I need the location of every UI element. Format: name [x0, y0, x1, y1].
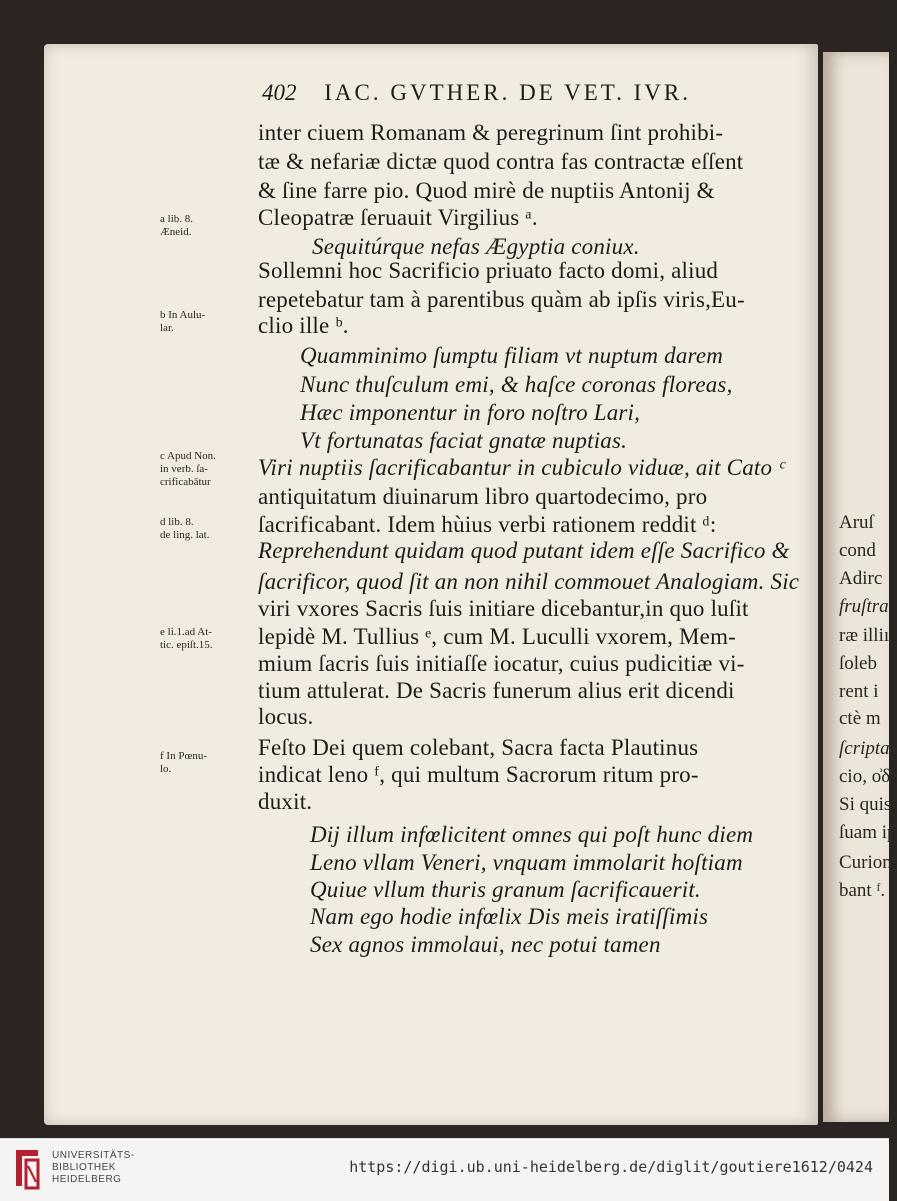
text-line: Nam ego hodie infœlix Dis meis iratiſſimis: [310, 904, 709, 929]
text-line: Leno vllam Veneri, vnquam immolarit hoſtiam: [310, 850, 743, 875]
facing-page-line: Si quis: [839, 794, 892, 815]
page-number: 402: [262, 80, 297, 105]
library-name-line2: BIBLIOTHEK: [52, 1162, 116, 1173]
running-title: IAC. GVTHER. DE VET. IVR.: [324, 80, 691, 105]
margin-note: e li.1.ad At- tic. epiſt.15.: [160, 626, 213, 651]
margin-note: b In Aulu- lar.: [160, 309, 206, 334]
text-line: Sex agnos immolaui, nec potui tamen: [310, 932, 661, 957]
text-line: Cleopatræ ſeruauit Virgilius ᵃ.: [258, 205, 538, 230]
text-line: repetebatur tam à parentibus quàm ab ipſis viris,Eu-: [258, 287, 745, 312]
facing-page-line: Adirc: [839, 568, 883, 589]
text-line: lepidè M. Tullius ᵉ, cum M. Luculli vxorem, Mem-: [258, 624, 737, 649]
text-line: Viri nuptiis ſacrificabantur in cubiculo viduæ, ait Cato ᶜ: [258, 455, 785, 480]
text-line: Quamminimo ſumptu filiam vt nuptum darem: [300, 343, 724, 368]
text-line: indicat leno ᶠ, qui multum Sacrorum ritum pro-: [258, 762, 699, 787]
library-logo-icon[interactable]: [10, 1146, 44, 1192]
library-name-line3: HEIDELBERG: [52, 1174, 122, 1185]
margin-note: f In Pœnu- lo.: [160, 750, 208, 775]
text-line: Sequitúrque nefas Ægyptia coniux.: [312, 234, 640, 259]
margin-note: c Apud Non. in verb. ſa- crificabātur: [160, 450, 216, 488]
facing-page-line: fruſtra: [839, 596, 889, 617]
text-line: Vt fortunatas faciat gnatæ nuptias.: [300, 428, 628, 453]
text-line: Reprehendunt quidam quod putant idem eſſe Sacrifico &: [258, 538, 790, 563]
text-line: locus.: [258, 704, 314, 729]
text-line: & ſine farre pio. Quod mirè de nuptiis Antonij &: [258, 178, 715, 203]
text-line: viri vxores Sacris ſuis initiare dicebantur,in quo luſit: [258, 596, 749, 621]
text-line: ſacrificor, quod ſit an non nihil commouet Analogiam. Sic: [258, 569, 800, 594]
facing-page-line: ctè m: [839, 708, 881, 729]
facing-page-line: cio, ο͗δ: [839, 766, 891, 787]
facing-page-line: ſoleb: [839, 653, 877, 674]
facing-page-line: Curion: [839, 852, 892, 873]
facing-page-line: ſuam ip: [839, 822, 897, 843]
facing-page-line: ſcripta: [839, 738, 890, 759]
facing-page-line: rent i: [839, 681, 879, 702]
library-name-line1: UNIVERSITÄTS-: [52, 1150, 135, 1161]
text-line: tium attulerat. De Sacris funerum alius erit dicendi: [258, 678, 735, 703]
facing-page: [823, 52, 897, 1122]
text-line: Nunc thuſculum emi, & haſce coronas floreas,: [300, 372, 733, 397]
text-line: tæ & nefariæ dictæ quod contra fas contractæ eſſent: [258, 149, 744, 174]
text-line: antiquitatum diuinarum libro quartodecimo, pro: [258, 484, 708, 509]
text-line: mium ſacris ſuis initiaſſe iocatur, cuius pudicitiæ vi-: [258, 651, 745, 676]
text-line: duxit.: [258, 789, 313, 814]
text-line: ſacrificabant. Idem hùius verbi rationem reddit ᵈ:: [258, 512, 717, 537]
text-line: Quiue vllum thuris granum ſacrificauerit.: [310, 877, 701, 902]
page-header: [262, 80, 691, 106]
text-line: inter ciuem Romanam & peregrinum ſint prohibi-: [258, 120, 724, 145]
margin-note: a lib. 8. Æneid.: [160, 213, 193, 238]
document-url-link[interactable]: https://digi.ub.uni-heidelberg.de/diglit/goutiere1612/0424: [349, 1158, 873, 1176]
margin-note: d lib. 8. de ling. lat.: [160, 516, 210, 541]
facing-page-line: bant ᶠ.: [839, 880, 886, 901]
facing-page-line: ræ illiı: [839, 625, 890, 646]
facing-page-line: cond: [839, 540, 876, 561]
text-line: Sollemni hoc Sacrificio priuato facto domi, aliud: [258, 258, 719, 283]
text-line: clio ille ᵇ.: [258, 313, 349, 338]
text-line: Hæc imponentur in foro noſtro Lari,: [300, 400, 641, 425]
text-line: Dij illum infœlicitent omnes qui poſt hunc diem: [310, 822, 754, 847]
text-line: Feſto Dei quem colebant, Sacra facta Plautinus: [258, 735, 699, 760]
library-name: [52, 1150, 135, 1186]
facing-page-line: Aruſ: [839, 512, 874, 533]
